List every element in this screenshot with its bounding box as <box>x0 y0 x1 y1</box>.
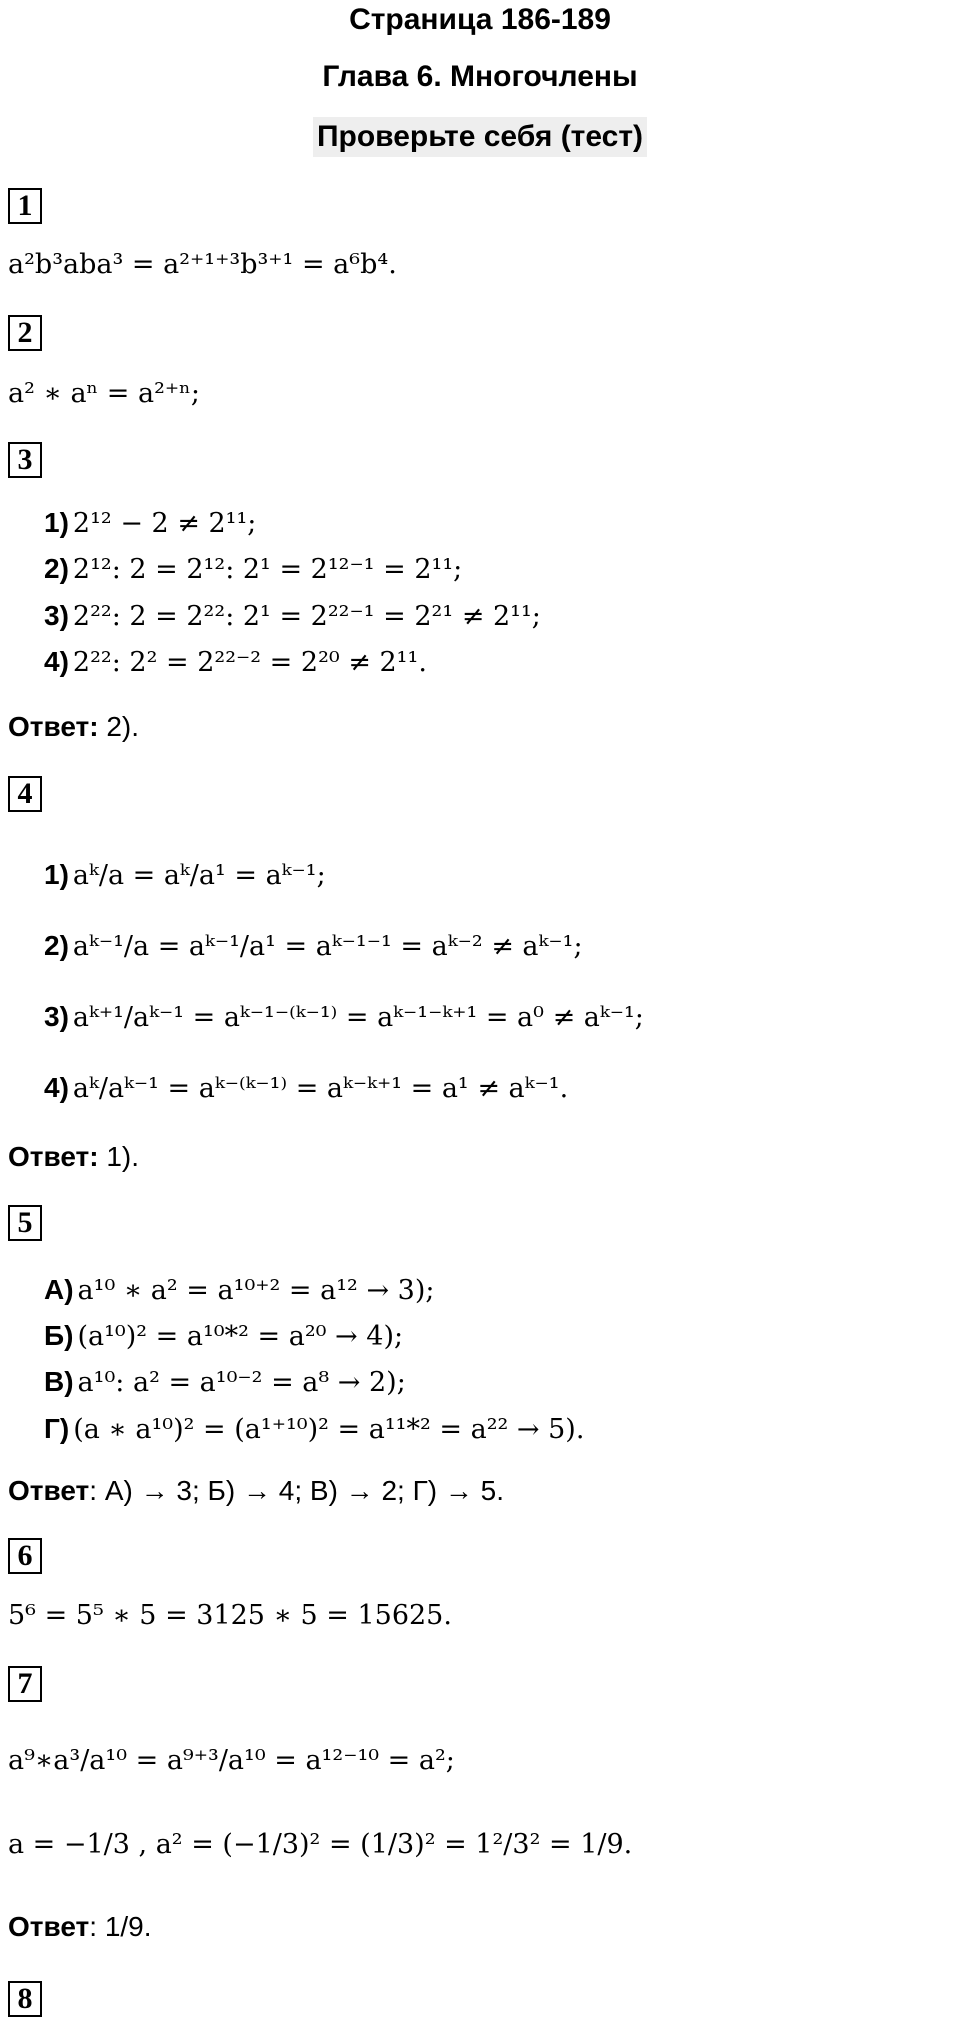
answer-value: : 1/9. <box>89 1911 152 1942</box>
task-4-item-3 <box>44 997 644 1038</box>
task-number-1: 1 <box>8 188 42 224</box>
item-formula: 2¹² − 2 ≠ 2¹¹; <box>72 508 257 539</box>
task-number-4: 4 <box>8 776 42 812</box>
task-4-item-4 <box>44 1068 568 1109</box>
item-formula: aᵏ⁺¹/aᵏ⁻¹ = aᵏ⁻¹⁻⁽ᵏ⁻¹⁾ = aᵏ⁻¹⁻ᵏ⁺¹ = a⁰ ≠ aᵏ⁻¹; <box>72 1002 644 1033</box>
item-label: 2) <box>44 553 69 584</box>
task-6-formula: 5⁶ = 5⁵ ∗ 5 = 3125 ∗ 5 = 15625. <box>8 1600 452 1631</box>
item-label: 3) <box>44 600 69 631</box>
item-formula: a¹⁰: a² = a¹⁰⁻² = a⁸ → 2); <box>77 1367 406 1398</box>
task-number-3: 3 <box>8 442 42 478</box>
answer-label: Ответ <box>8 1911 90 1942</box>
section-title-wrap <box>0 117 960 157</box>
item-label: 1) <box>44 507 69 538</box>
answer-label: Ответ <box>8 1475 90 1506</box>
item-label: В) <box>44 1366 74 1397</box>
item-formula: a¹⁰ ∗ a² = a¹⁰⁺² = a¹² → 3); <box>77 1275 435 1306</box>
task-5-item-g <box>44 1409 584 1450</box>
item-formula: aᵏ/a = aᵏ/a¹ = aᵏ⁻¹; <box>72 860 326 891</box>
task-3-item-3 <box>44 596 541 637</box>
task-5-item-v <box>44 1362 406 1403</box>
task-2-formula: a² ∗ aⁿ = a²⁺ⁿ; <box>8 378 200 409</box>
item-label: 4) <box>44 646 69 677</box>
task-7-answer <box>8 1907 152 1947</box>
item-formula: 2²²: 2 = 2²²: 2¹ = 2²²⁻¹ = 2²¹ ≠ 2¹¹; <box>72 601 541 632</box>
task-number-5: 5 <box>8 1205 42 1241</box>
task-4-item-2 <box>44 926 583 967</box>
item-label: Б) <box>44 1320 74 1351</box>
item-formula: (a ∗ a¹⁰)² = (a¹⁺¹⁰)² = a¹¹*² = a²² → 5). <box>73 1414 585 1445</box>
item-label: 4) <box>44 1072 69 1103</box>
task-5-item-a <box>44 1270 434 1311</box>
task-1-formula: a²b³aba³ = a²⁺¹⁺³b³⁺¹ = a⁶b⁴. <box>8 249 397 280</box>
page-range-title: Страница 186-189 <box>349 3 611 36</box>
item-formula: 2¹²: 2 = 2¹²: 2¹ = 2¹²⁻¹ = 2¹¹; <box>72 554 463 585</box>
chapter-title: Глава 6. Многочлены <box>322 60 638 93</box>
task-3-answer <box>8 707 139 747</box>
item-label: 3) <box>44 1001 69 1032</box>
task-3-item-2 <box>44 549 462 590</box>
item-formula: 2²²: 2² = 2²²⁻² = 2²⁰ ≠ 2¹¹. <box>72 647 427 678</box>
item-label: 1) <box>44 859 69 890</box>
item-formula: aᵏ/aᵏ⁻¹ = aᵏ⁻⁽ᵏ⁻¹⁾ = aᵏ⁻ᵏ⁺¹ = a¹ ≠ aᵏ⁻¹. <box>72 1073 569 1104</box>
answer-value: : А) → 3; Б) → 4; В) → 2; Г) → 5. <box>89 1475 504 1506</box>
answer-label: Ответ: <box>8 1141 99 1172</box>
answer-value: 2). <box>98 711 140 742</box>
item-label: А) <box>44 1274 74 1305</box>
task-5-answer <box>8 1471 504 1511</box>
answer-label: Ответ: <box>8 711 99 742</box>
item-label: 2) <box>44 930 69 961</box>
answer-value: 1). <box>98 1141 140 1172</box>
task-number-2: 2 <box>8 315 42 351</box>
task-number-6: 6 <box>8 1538 42 1574</box>
task-7-formula-2: a = −1/3 , a² = (−1/3)² = (1/3)² = 1²/3² = 1/9. <box>8 1829 633 1860</box>
item-formula: aᵏ⁻¹/a = aᵏ⁻¹/a¹ = aᵏ⁻¹⁻¹ = aᵏ⁻² ≠ aᵏ⁻¹; <box>72 931 583 962</box>
item-formula: (a¹⁰)² = a¹⁰*² = a²⁰ → 4); <box>77 1321 404 1352</box>
task-4-answer <box>8 1137 139 1177</box>
task-number-8: 8 <box>8 1981 42 2017</box>
task-4-item-1 <box>44 855 326 896</box>
task-7-formula-1: a⁹∗a³/a¹⁰ = a⁹⁺³/a¹⁰ = a¹²⁻¹⁰ = a²; <box>8 1745 455 1776</box>
task-3-item-4 <box>44 642 427 683</box>
task-3-item-1 <box>44 503 256 544</box>
task-5-item-b <box>44 1316 403 1357</box>
item-label: Г) <box>44 1413 70 1444</box>
task-number-7: 7 <box>8 1666 42 1702</box>
section-title: Проверьте себя (тест) <box>313 117 647 157</box>
